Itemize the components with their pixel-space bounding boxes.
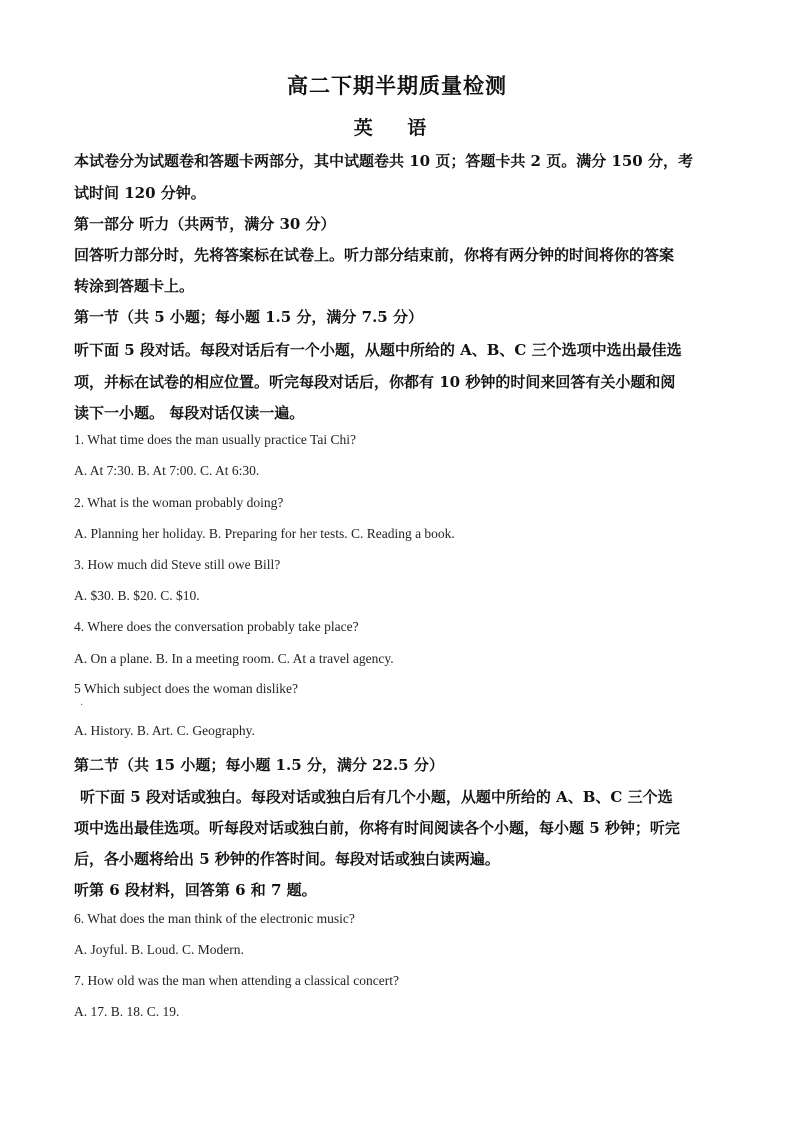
question-5-options: A. History. B. Art. C. Geography. xyxy=(74,723,255,738)
stray-mark: · xyxy=(80,700,84,711)
question-1-options: A. At 7:30. B. At 7:00. C. At 6:30. xyxy=(74,463,260,478)
question-4-options: A. On a plane. B. In a meeting room. C. At a travel agency. xyxy=(74,651,394,666)
section1-instruction-line-1: 听下面 5 段对话。每段对话后有一个小题，从题中所给的 A、B、C 三个选项中选出最佳选 xyxy=(74,341,682,359)
question-2: 2. What is the woman probably doing? xyxy=(74,495,284,510)
question-5: 5 Which subject does the woman dislike? xyxy=(74,681,298,696)
question-6-options: A. Joyful. B. Loud. C. Modern. xyxy=(74,942,244,957)
section1-instruction-line-2: 项，并标在试卷的相应位置。听完每段对话后，你都有 10 秒钟的时间来回答有关小题和阅 xyxy=(74,373,676,391)
question-1: 1. What time does the man usually practice Tai Chi? xyxy=(74,432,356,447)
part1-instruction-line-2: 转涂到答题卡上。 xyxy=(74,277,195,295)
material-label: 听第 6 段材料，回答第 6 和 7 题。 xyxy=(74,881,317,899)
question-7-options: A. 17. B. 18. C. 19. xyxy=(74,1004,180,1019)
section2-instruction-line-1: 听下面 5 段对话或独白。每段对话或独白后有几个小题，从题中所给的 A、B、C 三个选 xyxy=(80,788,673,806)
section2-instruction-line-3: 后，各小题将给出 5 秒钟的作答时间。每段对话或独白读两遍。 xyxy=(74,850,500,868)
question-3-options: A. $30. B. $20. C. $10. xyxy=(74,588,200,603)
question-3: 3. How much did Steve still owe Bill? xyxy=(74,557,281,572)
subject-title: 英 语 xyxy=(353,117,441,139)
intro-line-1: 本试卷分为试题卷和答题卡两部分，其中试题卷共 10 页；答题卡共 2 页。满分 150 分，考 xyxy=(74,152,693,170)
section1-heading: 第一节（共 5 小题；每小题 1.5 分，满分 7.5 分） xyxy=(74,308,423,326)
question-6: 6. What does the man think of the electronic music? xyxy=(74,911,355,926)
question-2-options: A. Planning her holiday. B. Preparing for her tests. C. Reading a book. xyxy=(74,526,455,541)
question-4: 4. Where does the conversation probably take place? xyxy=(74,619,359,634)
intro-line-2: 试时间 120 分钟。 xyxy=(74,184,206,202)
section1-instruction-line-3: 读下一小题。 每段对话仅读一遍。 xyxy=(74,404,305,422)
part1-instruction-line-1: 回答听力部分时，先将答案标在试卷上。听力部分结束前，你将有两分钟的时间将你的答案 xyxy=(74,246,675,264)
section2-heading: 第二节（共 15 小题；每小题 1.5 分，满分 22.5 分） xyxy=(74,756,444,774)
exam-title: 高二下期半期质量检测 xyxy=(287,73,507,98)
question-7: 7. How old was the man when attending a classical concert? xyxy=(74,973,400,988)
part1-heading: 第一部分 听力（共两节，满分 30 分） xyxy=(74,215,336,233)
section2-instruction-line-2: 项中选出最佳选项。听每段对话或独白前，你将有时间阅读各个小题，每小题 5 秒钟；听完 xyxy=(74,819,680,837)
